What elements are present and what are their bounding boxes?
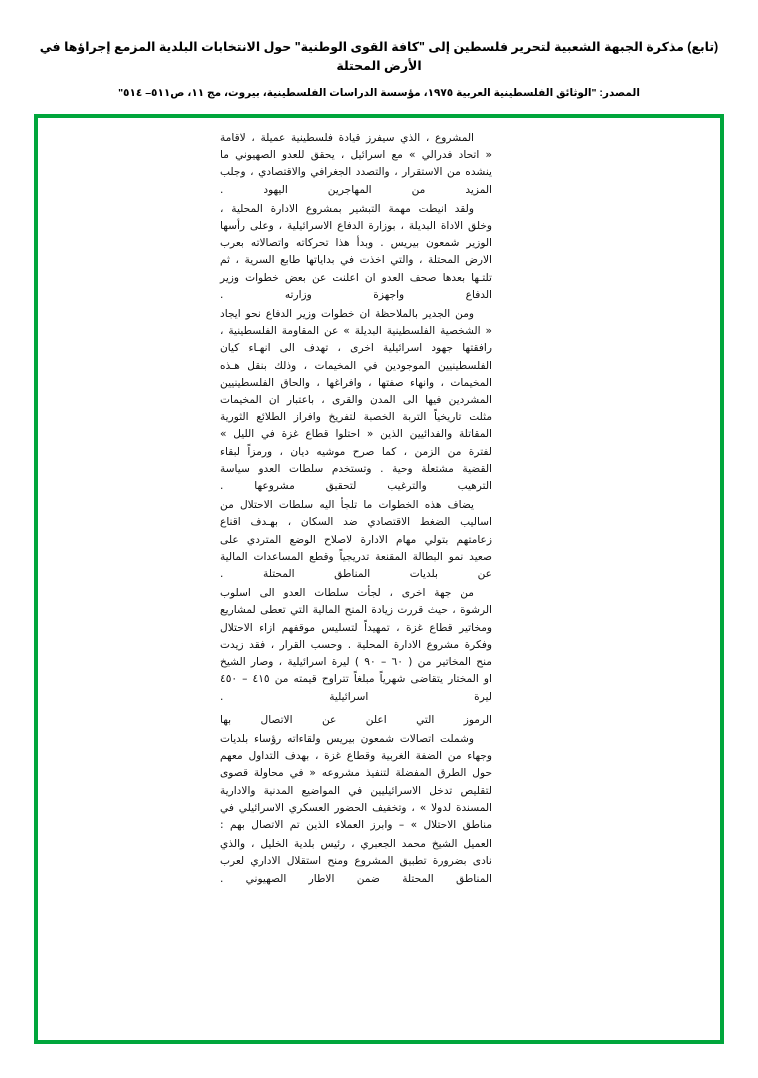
paragraph: المشروع ، الذي سيفرز قيادة فلسطينية عميلة ، لاقامة « اتحاد فدرالي » مع اسرائيل ، يحقق للعدو الصهيوني ما ينشده من الاستقرار ، والتصدد الجغرافي والاقتصادي ، وجلب المزيد من المهاجرين اليهود . [220,132,492,196]
body-text-column [220,130,492,890]
document-header [0,0,758,100]
green-border-frame [34,114,724,1044]
paragraph: ولقد انيطت مهمة التبشير بمشروع الادارة المحلية ، وخلق الاداة البديلة ، بوزارة الدفاع الاسرائيلية ، وعلى رأسها الوزير شمعون بيريس . وبدأ هذا تحركاته واتصالاته بعرب الارض المحتلة ، والتي اخذت في بداياتها طابع السرية ، ثم تلتـها بعدها صحف العدو ان اعلنت عن بعض خطوات وزير الدفاع واجهزة وزارته . [220,202,492,301]
section-subheading: الرموز التي اعلن عن الاتصال بها [220,713,492,726]
paragraph: من جهة اخرى ، لجأت سلطات العدو الى اسلوب الرشوة ، حيث قررت زيادة المنح المالية التي تعطى لمشاريع ومخاتير قطاع غزة ، تمهيداً لتسليس موقفهم ازاء الاحتلال وفكرة مشروع الادارة المحلية . وحسب القرار ، فقد زيدت منح المخاتير من ( ٦٠ – ٩٠ ) ليرة اسرائيلية ، وصار الشيخ او المختار يتقاضى شهرياً مبلغاً تتراوح قيمته من ٤١٥ – ٤٥٠ ليرة اسرائيلية . [220,587,492,703]
paragraph: العميل الشيخ محمد الجعبري ، رئيس بلدية الخليل ، والذي نادى بضرورة تطبيق المشروع ومنح استقلال الاداري لعرب المناطق المحتلة ضمن الاطار الصهيوني . [220,838,492,885]
paragraph: وشملت اتصالات شمعون بيريس ولقاءاته رؤساء بلديات وجهاء من الضفة الغربية وقطاع غزة ، بهدف التداول معهم حول الطرق المفضلة لتنفيذ مشروعه « في محاولة قصوى لتقليص تدخل الاسرائيليين في المواضيع المدنية والادارية المسندة لدولا » ، وتخفيف الحضور العسكري الاسرائيلي في مناطق الاحتلال » – وابرز العملاء الذين تم الاتصال بهم : [220,732,492,831]
paragraph: يضاف هذه الخطوات ما تلجأ اليه سلطات الاحتلال من اساليب الضغط الاقتصادي ضد السكان ، بهـدف اقناع زعامتهم بتولي مهام الادارة لاصلاح الوضع المتردي على صعيد نمو البطالة المقنعة تدريجياً وقطع المساعدات المالية عن بلديات المناطق المحتلة . [220,499,492,581]
source-line: المصدر: "الوثائق الفلسطينية العربية ١٩٧٥، مؤسسة الدراسات الفلسطينية، بيروت، مج ١١، ص٥١١– ٥١٤" [118,86,640,99]
paragraph: ومن الجدير بالملاحظة ان خطوات وزير الدفاع نحو ايجاد « الشخصية الفلسطينية البديلة » عن المقاومة الفلسطينية ، رافقتها جهود اسرائيلية اخرى ، تهدف الى انهـاء كيان الفلسطينيين الموجودين في المخيمات ، وذلك بنقل هـذه المخيمات ، وانهاء صفتها ، وافراغها ، والحاق الفلسطينيين المشردين فيها الى المدن والقرى ، باعتبار ان المخيمات مثلت تاريخياً التربة الخصبة لتفريخ وافراز الطلائع الثورية المقاتلة والفدائيين الذين « احتلوا قطاع غزة في الليل » لفترة من الزمن ، كما صرح موشيه ديان ، ورمزاً لبقاء القضية مشتعلة وحية . وتستخدم سلطات العدو سياسة الترهيب والترغيب لتحقيق مشروعها . [220,308,492,493]
page-title: (تابع) مذكرة الجبهة الشعبية لتحرير فلسطين إلى "كافة القوى الوطنية" حول الانتخابات البلدية المزمع إجراؤها في الأرض المحتلة [39,40,719,73]
